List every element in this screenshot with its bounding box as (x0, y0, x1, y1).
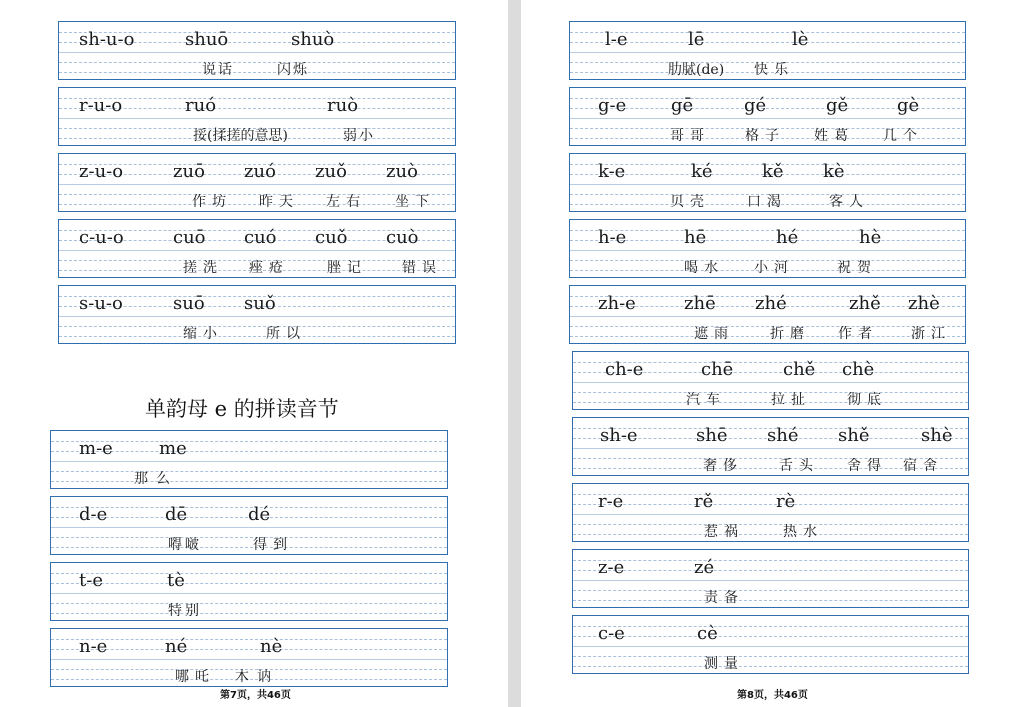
toned-syllable: me (159, 438, 187, 459)
toned-syllable: cuō (173, 227, 206, 248)
toned-syllable: zhē (684, 293, 716, 314)
example-word: 昨天 (259, 194, 299, 210)
example-word: 测量 (704, 656, 744, 672)
toned-syllable: shé (767, 425, 799, 446)
example-word: 舌头 (779, 458, 819, 474)
section-title: 单韵母 e 的拼读音节 (145, 397, 339, 421)
pinyin-card (58, 285, 456, 344)
example-word: 贝壳 (670, 194, 710, 210)
example-word: 折磨 (770, 326, 810, 342)
example-word: 姓葛 (814, 128, 854, 144)
syllable-spelling: sh-e (600, 425, 638, 446)
pinyin-card (569, 21, 966, 80)
example-word: 木讷 (235, 669, 279, 685)
example-word: 那么 (134, 471, 178, 487)
example-word: 彻底 (847, 392, 887, 408)
right-page (521, 0, 1024, 707)
toned-syllable: suǒ (244, 293, 276, 314)
syllable-spelling: ch-e (605, 359, 644, 380)
toned-syllable: tè (167, 570, 185, 591)
example-word: 脞记 (327, 260, 367, 276)
pinyin-card (50, 628, 448, 687)
example-word: 弱小 (343, 128, 375, 144)
example-word: 特别 (168, 603, 202, 619)
toned-syllable: suō (173, 293, 205, 314)
toned-syllable: cè (697, 623, 718, 644)
pinyin-card (569, 285, 966, 344)
syllable-spelling: z-u-o (79, 161, 124, 182)
syllable-spelling: s-u-o (79, 293, 123, 314)
syllable-spelling: l-e (605, 29, 628, 50)
page-footer: 第7页，共46页 (220, 690, 291, 701)
syllable-spelling: r-u-o (79, 95, 123, 116)
example-word: 得到 (253, 537, 293, 553)
toned-syllable: lē (688, 29, 705, 50)
example-word: 喝水 (684, 260, 724, 276)
toned-syllable: chē (701, 359, 734, 380)
syllable-spelling: c-u-o (79, 227, 124, 248)
toned-syllable: shuò (291, 29, 335, 50)
example-word: 坐下 (395, 194, 435, 210)
toned-syllable: dé (248, 504, 271, 525)
pinyin-card (572, 351, 969, 410)
toned-syllable: chè (842, 359, 875, 380)
toned-syllable: ruò (327, 95, 359, 116)
example-word: 宿舍 (903, 458, 943, 474)
toned-syllable: shě (838, 425, 870, 446)
syllable-spelling: n-e (79, 636, 108, 657)
example-word: 快乐 (754, 62, 794, 78)
example-word: 几个 (883, 128, 923, 144)
example-word: 哪吒 (175, 669, 215, 685)
toned-syllable: zhè (908, 293, 940, 314)
syllable-spelling: m-e (79, 438, 113, 459)
toned-syllable: zé (694, 557, 715, 578)
pinyin-card (572, 483, 969, 542)
toned-syllable: shè (921, 425, 953, 446)
example-word: 挼(揉搓的意思) (193, 128, 288, 144)
toned-syllable: gě (826, 95, 849, 116)
syllable-spelling: d-e (79, 504, 108, 525)
toned-syllable: rě (694, 491, 714, 512)
example-word: 汽车 (686, 392, 726, 408)
syllable-spelling: sh-u-o (79, 29, 135, 50)
toned-syllable: lè (792, 29, 809, 50)
toned-syllable: zhě (849, 293, 881, 314)
syllable-spelling: h-e (598, 227, 627, 248)
toned-syllable: cuó (244, 227, 277, 248)
example-word: 作者 (838, 326, 878, 342)
example-word: 作坊 (192, 194, 232, 210)
toned-syllable: gē (671, 95, 694, 116)
toned-syllable: hē (684, 227, 707, 248)
toned-syllable: zuǒ (315, 161, 347, 182)
pinyin-card (569, 153, 966, 212)
example-word: 惹祸 (704, 524, 744, 540)
page-gutter (508, 0, 521, 707)
pinyin-card (572, 549, 969, 608)
example-word: 浙江 (911, 326, 951, 342)
example-word: 哥哥 (670, 128, 710, 144)
toned-syllable: zuō (173, 161, 205, 182)
toned-syllable: né (165, 636, 188, 657)
toned-syllable: zhé (755, 293, 787, 314)
pinyin-card (50, 562, 448, 621)
example-word: 搓洗 (183, 260, 223, 276)
page-footer: 第8页，共46页 (737, 690, 808, 701)
example-word: 热水 (783, 524, 823, 540)
toned-syllable: kè (823, 161, 845, 182)
example-word: 缩小 (183, 326, 223, 342)
toned-syllable: shuō (185, 29, 229, 50)
example-word: 遮雨 (694, 326, 734, 342)
example-word: 舍得 (847, 458, 887, 474)
toned-syllable: zuó (244, 161, 276, 182)
toned-syllable: shē (696, 425, 728, 446)
pinyin-card (58, 87, 456, 146)
syllable-spelling: zh-e (598, 293, 636, 314)
toned-syllable: chě (783, 359, 816, 380)
syllable-spelling: c-e (598, 623, 625, 644)
syllable-spelling: k-e (598, 161, 626, 182)
syllable-spelling: g-e (598, 95, 627, 116)
toned-syllable: hé (776, 227, 799, 248)
example-word: 嘚啵 (168, 537, 202, 553)
example-word: 拉扯 (771, 392, 811, 408)
example-word: 说话 (202, 62, 234, 78)
syllable-spelling: t-e (79, 570, 103, 591)
toned-syllable: dē (165, 504, 188, 525)
example-word: 祝贺 (837, 260, 877, 276)
example-word: 闪烁 (277, 62, 309, 78)
pinyin-card (572, 417, 969, 476)
left-page (0, 0, 508, 707)
pinyin-card (569, 219, 966, 278)
example-word: 痤疮 (249, 260, 289, 276)
pinyin-card (58, 21, 456, 80)
example-word: 肋脦(de) (668, 62, 725, 78)
example-word: 奢侈 (703, 458, 743, 474)
pinyin-card (50, 430, 448, 489)
toned-syllable: nè (260, 636, 283, 657)
toned-syllable: gé (744, 95, 767, 116)
toned-syllable: cuò (386, 227, 419, 248)
example-word: 责备 (704, 590, 744, 606)
toned-syllable: ruó (185, 95, 217, 116)
syllable-spelling: z-e (598, 557, 625, 578)
pinyin-card (58, 219, 456, 278)
pinyin-card (572, 615, 969, 674)
toned-syllable: cuǒ (315, 227, 348, 248)
toned-syllable: ké (691, 161, 713, 182)
toned-syllable: rè (776, 491, 796, 512)
syllable-spelling: r-e (598, 491, 624, 512)
pinyin-card (569, 87, 966, 146)
example-word: 左右 (326, 194, 366, 210)
toned-syllable: kě (762, 161, 784, 182)
example-word: 小河 (754, 260, 794, 276)
toned-syllable: hè (859, 227, 882, 248)
example-word: 格子 (745, 128, 785, 144)
pinyin-card (58, 153, 456, 212)
toned-syllable: zuò (386, 161, 418, 182)
toned-syllable: gè (897, 95, 920, 116)
example-word: 口渴 (747, 194, 787, 210)
example-word: 所以 (266, 326, 306, 342)
pinyin-card (50, 496, 448, 555)
example-word: 错误 (402, 260, 442, 276)
example-word: 客人 (829, 194, 869, 210)
